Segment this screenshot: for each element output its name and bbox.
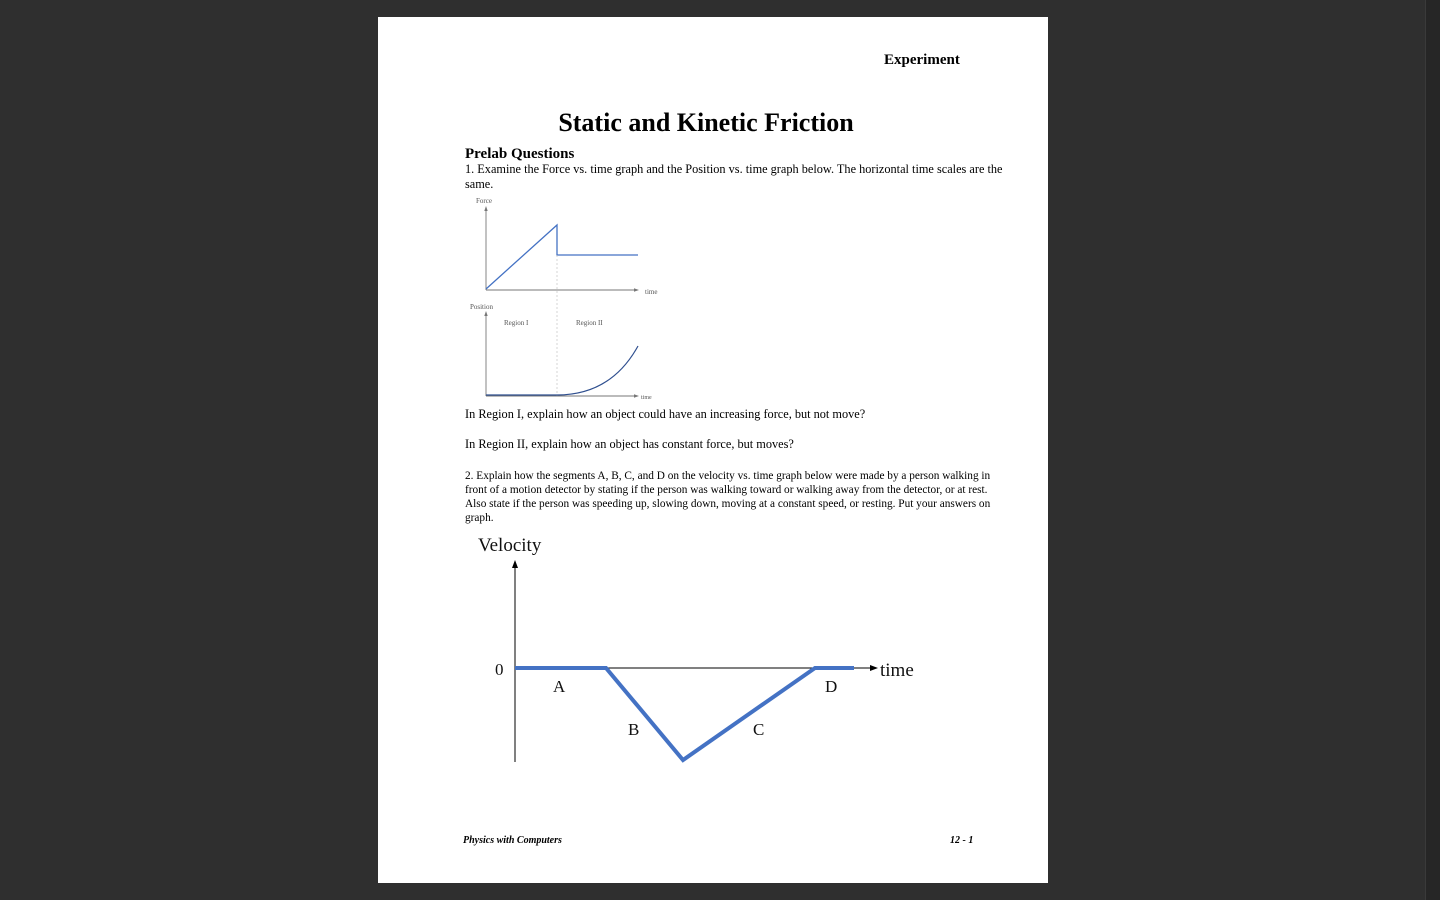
position-time-label: time bbox=[641, 395, 652, 401]
vertical-scrollbar[interactable] bbox=[1425, 0, 1440, 900]
force-y-arrow bbox=[484, 206, 487, 211]
footer-book-title: Physics with Computers bbox=[463, 835, 562, 846]
footer-page-number: 12 - 1 bbox=[950, 835, 974, 846]
position-x-arrow bbox=[634, 394, 639, 397]
force-graph bbox=[466, 193, 666, 298]
force-axis-label: Force bbox=[476, 197, 492, 205]
experiment-header: Experiment bbox=[884, 52, 960, 68]
velocity-axis-label: Velocity bbox=[478, 535, 542, 556]
region-1-question: In Region I, explain how an object could have an increasing force, but not move? bbox=[465, 407, 866, 421]
position-curve bbox=[486, 346, 638, 395]
question-2-text: 2. Explain how the segments A, B, C, and D on the velocity vs. time graph below were made by a person walking in front of a motion detector by stating if the person was walking toward or walking away from the detector, or at rest. Also state if the person was speeding up, slowing down, moving at a constant speed, or resting. Put your answers on graph. bbox=[465, 470, 991, 524]
segment-d-label: D bbox=[825, 677, 838, 696]
segment-c-label: C bbox=[753, 720, 765, 739]
region-2-question: In Region II, explain how an object has constant force, but moves? bbox=[465, 437, 794, 451]
velocity-curve bbox=[515, 668, 854, 760]
position-graph bbox=[466, 299, 666, 404]
region-1-label: Region I bbox=[504, 319, 529, 327]
document-page bbox=[378, 17, 1048, 883]
segment-a-label: A bbox=[553, 677, 566, 696]
velocity-y-arrow bbox=[512, 560, 518, 568]
velocity-time-label: time bbox=[880, 660, 914, 681]
position-y-arrow bbox=[484, 311, 487, 316]
velocity-x-arrow bbox=[870, 665, 878, 671]
velocity-zero-label: 0 bbox=[495, 660, 504, 679]
page-title: Static and Kinetic Friction bbox=[558, 108, 854, 137]
region-2-label: Region II bbox=[576, 319, 603, 327]
segment-b-label: B bbox=[628, 720, 640, 739]
force-curve bbox=[486, 225, 638, 289]
section-heading: Prelab Questions bbox=[465, 146, 575, 162]
force-time-label: time bbox=[645, 288, 658, 296]
position-axis-label: Position bbox=[470, 303, 493, 311]
force-x-arrow bbox=[634, 288, 639, 291]
velocity-graph bbox=[468, 527, 928, 777]
question-1-text: 1. Examine the Force vs. time graph and the Position vs. time graph below. The horizontal time scales are the same. bbox=[465, 162, 1003, 191]
